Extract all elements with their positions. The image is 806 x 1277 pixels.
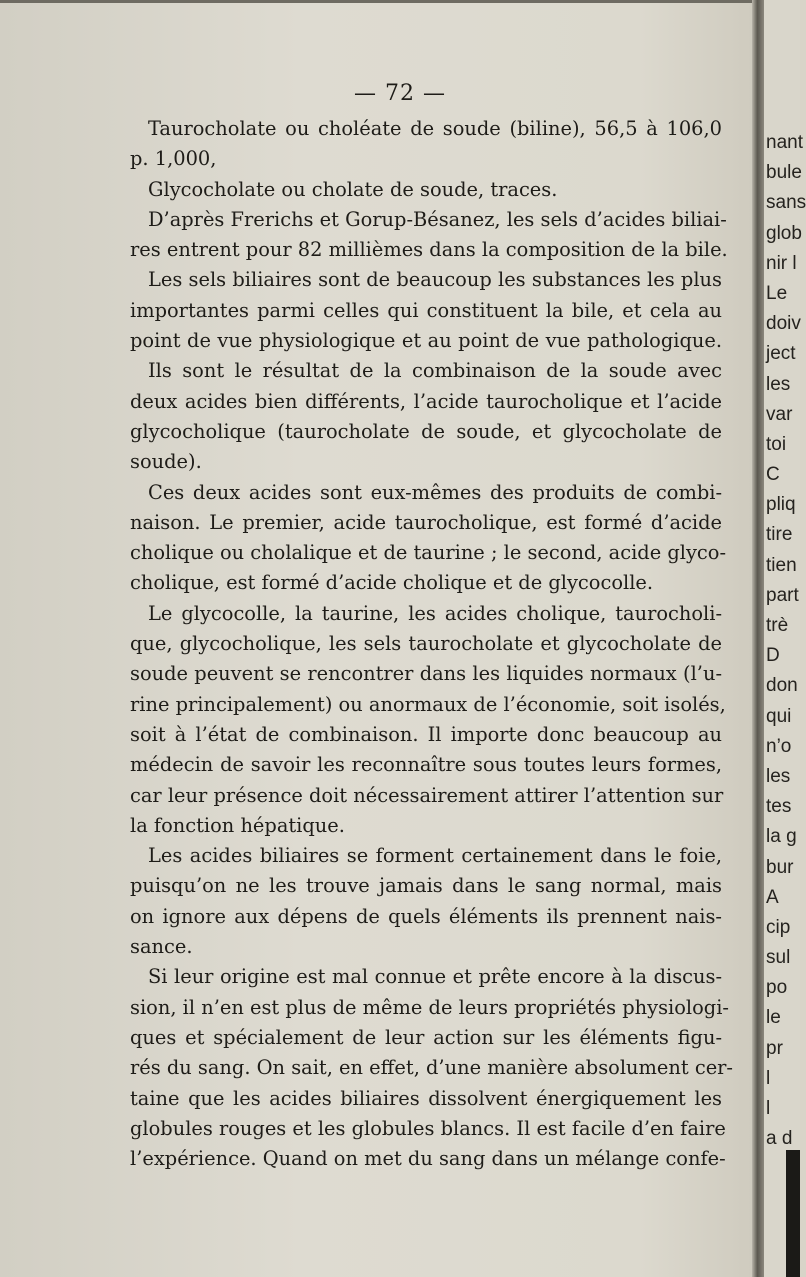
edge-fragment: cip <box>766 916 791 938</box>
book-gutter <box>752 0 764 1277</box>
text-line: soit à l’état de combinaison. Il importe donc beaucoup au <box>130 722 722 746</box>
page-top-edge <box>0 0 752 3</box>
text-line: Les acides biliaires se forment certainement dans le foie, <box>148 844 722 868</box>
edge-fragment: don <box>766 675 798 697</box>
text-line: rine principalement) ou anormaux de l’économie, soit isolés, <box>130 692 726 716</box>
edge-fragment: la g <box>766 826 797 848</box>
edge-fragment: le <box>766 1007 781 1029</box>
edge-fragment: qui <box>766 705 792 727</box>
edge-fragment: nir l <box>766 252 797 274</box>
text-line: deux acides bien différents, l’acide taurocholique et l’acide <box>130 389 722 413</box>
edge-fragment: var <box>766 403 793 425</box>
edge-fragment: tire <box>766 524 793 546</box>
edge-fragment: glob <box>766 222 802 244</box>
edge-fragment: trè <box>766 615 789 636</box>
text-line: car leur présence doit nécessairement attirer l’attention sur <box>130 783 724 807</box>
text-line: Glycocholate ou cholate de soude, traces. <box>148 177 558 201</box>
edge-fragment: pr <box>766 1037 783 1059</box>
text-line: point de vue physiologique et au point de vue pathologique. <box>130 329 722 353</box>
edge-fragment: nant <box>766 132 803 153</box>
edge-fragment: les <box>766 373 791 395</box>
edge-fragment: toi <box>766 433 787 455</box>
text-line: Si leur origine est mal connue et prête encore à la discus- <box>148 965 722 989</box>
text-line: glycocholique (taurocholate de soude, et glycocholate de <box>130 419 722 443</box>
text-line: ques et spécialement de leur action sur les éléments figu- <box>130 1025 722 1049</box>
text-line: soude). <box>130 450 202 474</box>
text-line: res entrent pour 82 millièmes dans la composition de la bile. <box>130 238 728 262</box>
text-line: on ignore aux dépens de quels éléments ils prennent nais- <box>130 904 722 928</box>
edge-fragment: pliq <box>766 494 796 516</box>
text-line: la fonction hépatique. <box>130 813 345 837</box>
text-line: l’expérience. Quand on met du sang dans un mélange confe- <box>130 1147 726 1171</box>
edge-fragment: sul <box>766 947 791 969</box>
body-text <box>130 114 733 1174</box>
edge-fragment: bule <box>766 162 802 184</box>
text-line: rés du sang. On sait, en effet, d’une manière absolument cer- <box>130 1056 733 1080</box>
text-line: taine que les acides biliaires dissolvent énergiquement les <box>130 1086 722 1110</box>
edge-fragment: bur <box>766 856 794 878</box>
text-line: Le glycocolle, la taurine, les acides cholique, taurocholi- <box>148 601 722 625</box>
text-line: cholique, est formé d’acide cholique et de glycocolle. <box>130 571 654 595</box>
edge-fragment: po <box>766 977 788 999</box>
edge-fragment: l <box>766 1067 771 1089</box>
edge-fragment: A <box>766 886 779 908</box>
text-line: Ils sont le résultat de la combinaison de la soude avec <box>148 359 722 383</box>
edge-fragment: doiv <box>766 313 801 335</box>
text-line: Les sels biliaires sont de beaucoup les substances les plus <box>148 268 722 292</box>
text-line: sion, il n’en est plus de même de leurs propriétés physiologi- <box>130 995 729 1019</box>
text-line: sance. <box>130 935 193 959</box>
text-line: p. 1,000, <box>130 147 217 171</box>
edge-fragment: tien <box>766 554 797 576</box>
text-line: que, glycocholique, les sels taurocholate et glycocholate de <box>130 632 722 656</box>
text-line: médecin de savoir les reconnaître sous toutes leurs formes, <box>130 753 722 777</box>
text-line: importantes parmi celles qui constituent la bile, et cela au <box>130 298 722 322</box>
text-line: Ces deux acides sont eux-mêmes des produits de combi- <box>148 480 722 504</box>
edge-fragment: sans <box>766 192 806 214</box>
text-line: D’après Frerichs et Gorup-Bésanez, les sels d’acides biliai- <box>148 207 727 231</box>
edge-fragment: Le <box>766 282 788 304</box>
text-line: puisqu’on ne les trouve jamais dans le sang normal, mais <box>130 874 722 898</box>
edge-fragment: ject <box>766 343 796 365</box>
page-number: — 72 — <box>354 81 446 106</box>
spine-shadow <box>786 1150 800 1277</box>
next-page-edge <box>764 0 806 1277</box>
text-line: naison. Le premier, acide taurocholique, est formé d’acide <box>130 510 722 534</box>
edge-fragment: n’o <box>766 735 792 757</box>
edge-fragment: D <box>766 645 780 667</box>
text-line: globules rouges et les globules blancs. Il est facile d’en faire <box>130 1116 726 1140</box>
text-line: soude peuvent se rencontrer dans les liquides normaux (l’u- <box>130 662 722 686</box>
edge-fragment: l <box>766 1098 771 1119</box>
edge-fragment: C <box>766 464 780 486</box>
edge-fragment: tes <box>766 796 792 818</box>
next-page-fragments <box>766 128 806 1154</box>
text-line: Taurocholate ou choléate de soude (biline), 56,5 à 106,0 <box>148 117 722 140</box>
edge-fragment: part <box>766 584 799 606</box>
text-line: cholique ou cholalique et de taurine ; le second, acide glyco- <box>130 541 726 565</box>
edge-fragment: a d <box>766 1128 793 1150</box>
edge-fragment: les <box>766 765 791 787</box>
